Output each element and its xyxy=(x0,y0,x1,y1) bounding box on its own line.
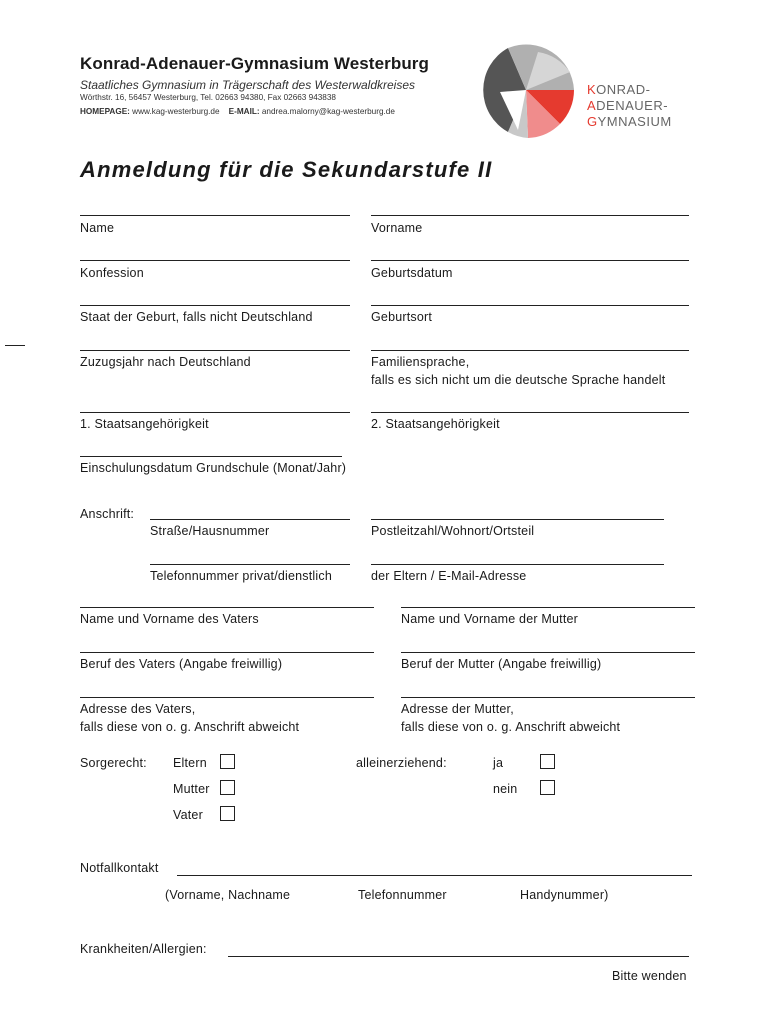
vorname-label: Vorname xyxy=(371,221,423,235)
name-field-line[interactable] xyxy=(80,215,350,216)
staat-geburt-label: Staat der Geburt, falls nicht Deutschland xyxy=(80,310,313,324)
name-vater-label: Name und Vorname des Vaters xyxy=(80,612,259,626)
zuzugsjahr-field-line[interactable] xyxy=(80,350,350,351)
anschrift-label: Anschrift: xyxy=(80,507,135,521)
telefon-label: Telefonnummer privat/dienstlich xyxy=(150,569,332,583)
vorname-field-line[interactable] xyxy=(371,215,689,216)
email-link[interactable]: andrea.malorny@kag-westerburg.de xyxy=(261,107,395,116)
school-logo xyxy=(478,42,588,138)
homepage-label: HOMEPAGE: xyxy=(80,107,130,116)
name-vater-field-line[interactable] xyxy=(80,607,374,608)
notfall-telefon-hint: Telefonnummer xyxy=(358,888,447,902)
alleinerziehend-ja-label: ja xyxy=(493,756,504,770)
email-eltern-label: der Eltern / E-Mail-Adresse xyxy=(371,569,527,583)
krankheiten-field-line[interactable] xyxy=(228,956,689,957)
geburtsort-label: Geburtsort xyxy=(371,310,433,324)
homepage-link[interactable]: www.kag-westerburg.de xyxy=(132,107,220,116)
telefon-field-line[interactable] xyxy=(150,564,350,565)
adresse-vater-label: Adresse des Vaters, xyxy=(80,702,196,716)
email-label: E-MAIL: xyxy=(228,107,260,116)
staatsangehoerigkeit-2-field-line[interactable] xyxy=(371,412,689,413)
alleinerziehend-nein-label: nein xyxy=(493,782,518,796)
adresse-vater-field-line[interactable] xyxy=(80,697,374,698)
staat-geburt-field-line[interactable] xyxy=(80,305,350,306)
einschulungsdatum-label: Einschulungsdatum Grundschule (Monat/Jahr) xyxy=(80,461,347,475)
beruf-mutter-label: Beruf der Mutter (Angabe freiwillig) xyxy=(401,657,602,671)
beruf-vater-label: Beruf des Vaters (Angabe freiwillig) xyxy=(80,657,283,671)
geburtsort-field-line[interactable] xyxy=(371,305,689,306)
familiensprache-note: falls es sich nicht um die deutsche Sprache handelt xyxy=(371,373,666,387)
adresse-mutter-field-line[interactable] xyxy=(401,697,695,698)
logo-line-3: GYMNASIUM xyxy=(587,114,672,129)
notfall-handy-hint: Handynummer) xyxy=(520,888,609,902)
notfallkontakt-label: Notfallkontakt xyxy=(80,861,159,875)
sorgerecht-vater-label: Vater xyxy=(173,808,203,822)
strasse-field-line[interactable] xyxy=(150,519,350,520)
strasse-label: Straße/Hausnummer xyxy=(150,524,270,538)
adresse-vater-note: falls diese von o. g. Anschrift abweicht xyxy=(80,720,300,734)
sorgerecht-vater-checkbox[interactable] xyxy=(220,806,235,821)
bitte-wenden-note: Bitte wenden xyxy=(612,969,687,983)
name-mutter-field-line[interactable] xyxy=(401,607,695,608)
logo-line-1: KONRAD- xyxy=(587,82,651,97)
notfall-name-hint: (Vorname, Nachname xyxy=(165,888,291,902)
geburtsdatum-field-line[interactable] xyxy=(371,260,689,261)
plz-label: Postleitzahl/Wohnort/Ortsteil xyxy=(371,524,535,538)
alleinerziehend-label: alleinerziehend: xyxy=(356,756,447,770)
school-name: Konrad-Adenauer-Gymnasium Westerburg xyxy=(80,54,430,73)
sorgerecht-eltern-label: Eltern xyxy=(173,756,207,770)
konfession-label: Konfession xyxy=(80,266,144,280)
school-subtitle: Staatliches Gymnasium in Trägerschaft des Westerwaldkreises xyxy=(80,78,416,92)
geburtsdatum-label: Geburtsdatum xyxy=(371,266,453,280)
krankheiten-label: Krankheiten/Allergien: xyxy=(80,942,207,956)
sorgerecht-mutter-label: Mutter xyxy=(173,782,210,796)
sorgerecht-eltern-checkbox[interactable] xyxy=(220,754,235,769)
adresse-mutter-note: falls diese von o. g. Anschrift abweicht xyxy=(401,720,621,734)
plz-field-line[interactable] xyxy=(371,519,664,520)
notfallkontakt-field-line[interactable] xyxy=(177,875,692,876)
einschulungsdatum-field-line[interactable] xyxy=(80,456,342,457)
sorgerecht-label: Sorgerecht: xyxy=(80,756,147,770)
familiensprache-field-line[interactable] xyxy=(371,350,689,351)
alleinerziehend-ja-checkbox[interactable] xyxy=(540,754,555,769)
sorgerecht-mutter-checkbox[interactable] xyxy=(220,780,235,795)
familiensprache-label: Familiensprache, xyxy=(371,355,470,369)
logo-wordmark xyxy=(587,82,672,130)
adresse-mutter-label: Adresse der Mutter, xyxy=(401,702,514,716)
school-contact xyxy=(80,107,395,116)
alleinerziehend-nein-checkbox[interactable] xyxy=(540,780,555,795)
staatsangehoerigkeit-2-label: 2. Staatsangehörigkeit xyxy=(371,417,500,431)
konfession-field-line[interactable] xyxy=(80,260,350,261)
staatsangehoerigkeit-1-field-line[interactable] xyxy=(80,412,350,413)
logo-line-2: ADENAUER- xyxy=(587,98,669,113)
beruf-vater-field-line[interactable] xyxy=(80,652,374,653)
name-mutter-label: Name und Vorname der Mutter xyxy=(401,612,579,626)
school-address: Wörthstr. 16, 56457 Westerburg, Tel. 02663 94380, Fax 02663 943838 xyxy=(80,93,336,102)
beruf-mutter-field-line[interactable] xyxy=(401,652,695,653)
form-title: Anmeldung für die Sekundarstufe II xyxy=(80,157,493,182)
zuzugsjahr-label: Zuzugsjahr nach Deutschland xyxy=(80,355,251,369)
staatsangehoerigkeit-1-label: 1. Staatsangehörigkeit xyxy=(80,417,209,431)
margin-fold-mark xyxy=(5,345,25,346)
email-eltern-field-line[interactable] xyxy=(371,564,664,565)
name-label: Name xyxy=(80,221,115,235)
